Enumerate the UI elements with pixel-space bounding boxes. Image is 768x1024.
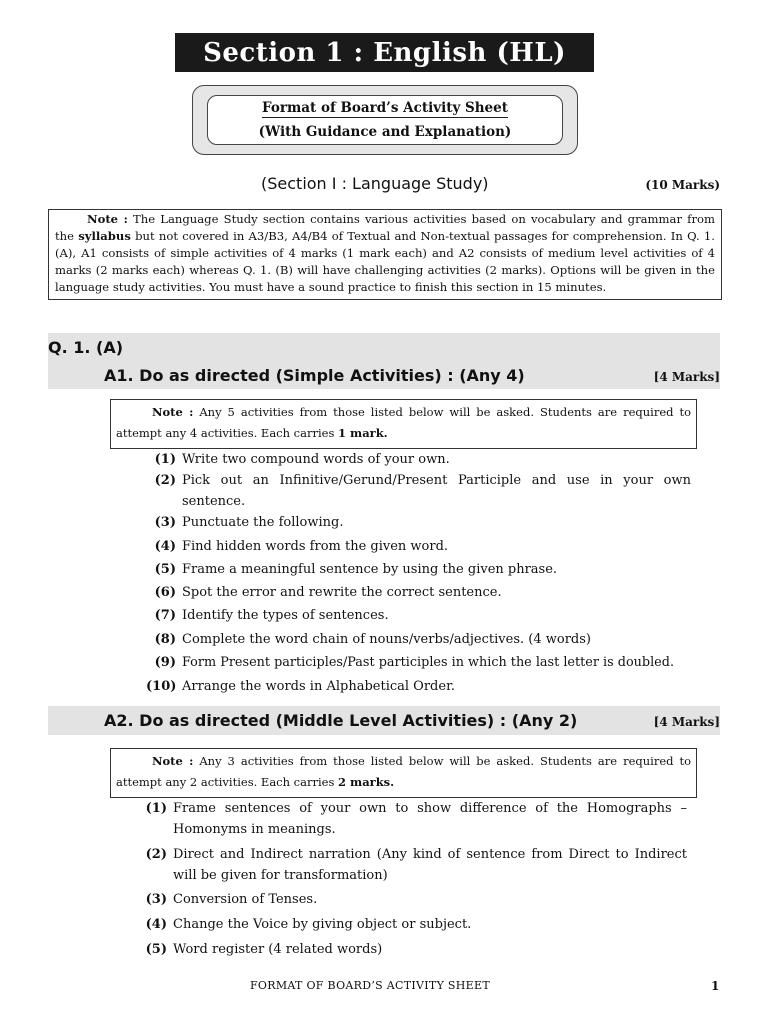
item-number: (7) (154, 608, 176, 623)
intro-note (48, 209, 722, 300)
item-number: (4) (154, 539, 176, 554)
a1-marks: [4 Marks] (653, 370, 720, 384)
a1-heading: A1. Do as directed (Simple Activities) : (Any 4) (104, 366, 525, 385)
item-text: Change the Voice by giving object or subject. (173, 917, 472, 932)
a2-note-bold: 2 marks. (338, 775, 395, 789)
section-title: (Section I : Language Study) (261, 174, 489, 193)
format-box-inner (207, 95, 563, 145)
item-number: (2) (145, 847, 167, 862)
page-title: Section 1 : English (HL) (175, 33, 594, 72)
item-text: Complete the word chain of nouns/verbs/adjectives. (4 words) (182, 632, 591, 647)
format-title: Format of Board’s Activity Sheet (262, 100, 508, 116)
format-box (192, 85, 578, 155)
item-number: (1) (145, 801, 167, 816)
item-text: Frame a meaningful sentence by using the given phrase. (182, 562, 558, 577)
section-heading (0, 174, 768, 196)
item-number: (3) (154, 515, 176, 530)
item-text: Frame sentences of your own to show difference of the Homographs – Homonyms in meanings. (173, 801, 687, 837)
item-text: Direct and Indirect narration (Any kind of sentence from Direct to Indirect will be given for transformation) (173, 847, 687, 883)
a1-note-label: Note : (152, 405, 194, 419)
item-number: (4) (145, 917, 167, 932)
item-text: Word register (4 related words) (173, 942, 383, 957)
section-marks: (10 Marks) (645, 178, 720, 192)
note-label: Note : (87, 212, 128, 226)
note-bold-word: syllabus (78, 229, 131, 243)
item-text: Conversion of Tenses. (173, 892, 318, 907)
a1-note-bold: 1 mark. (338, 426, 388, 440)
page-number: 1 (711, 979, 720, 993)
item-number: (8) (154, 632, 176, 647)
item-text: Form Present participles/Past participles in which the last letter is doubled. (182, 655, 675, 670)
note-text-b: but not covered in A3/B3, A4/B4 of Textual and Non-textual passages for comprehension. In Q. 1. (A), A1 consists of simple activities of 4 marks (1 mark each) and A2 consists of medium level activities of 4 marks (2 marks each) whereas Q. 1. (B) will have challenging activities (2 marks). Options will be given in the language study activities. You must have a sound practice to finish this section in 15 minutes. (55, 229, 715, 294)
item-number: (9) (154, 655, 176, 670)
item-text: Write two compound words of your own. (182, 452, 450, 467)
item-text: Arrange the words in Alphabetical Order. (182, 679, 455, 694)
item-text: Identify the types of sentences. (182, 608, 389, 623)
format-subtitle: (With Guidance and Explanation) (258, 124, 512, 140)
item-number: (5) (154, 562, 176, 577)
a2-note-label: Note : (152, 754, 194, 768)
footer-text: FORMAT OF BOARD’S ACTIVITY SHEET (250, 979, 490, 992)
a2-heading: A2. Do as directed (Middle Level Activities) : (Any 2) (104, 711, 578, 730)
a2-note-text: Any 3 activities from those listed below will be asked. Students are required to attempt any 2 activities. Each carries (116, 754, 692, 789)
item-text: Find hidden words from the given word. (182, 539, 449, 554)
a2-marks: [4 Marks] (653, 715, 720, 729)
item-number: (5) (145, 942, 167, 957)
item-number: (3) (145, 892, 167, 907)
item-text: Punctuate the following. (182, 515, 344, 530)
a1-note (110, 399, 697, 449)
item-number: (6) (154, 585, 176, 600)
question-label: Q. 1. (A) (48, 338, 124, 357)
item-number: (1) (154, 452, 176, 467)
note-text-a: The Language Study section contains various activities based on vocabulary and grammar from the (55, 212, 715, 243)
item-text: Spot the error and rewrite the correct sentence. (182, 585, 502, 600)
a2-note (110, 748, 697, 798)
a1-note-text: Any 5 activities from those listed below will be asked. Students are required to attempt any 4 activities. Each carries (116, 405, 692, 440)
item-text: Pick out an Infinitive/Gerund/Present Participle and use in your own sentence. (182, 473, 691, 509)
item-number: (2) (154, 473, 176, 488)
item-number: (10) (146, 679, 177, 694)
